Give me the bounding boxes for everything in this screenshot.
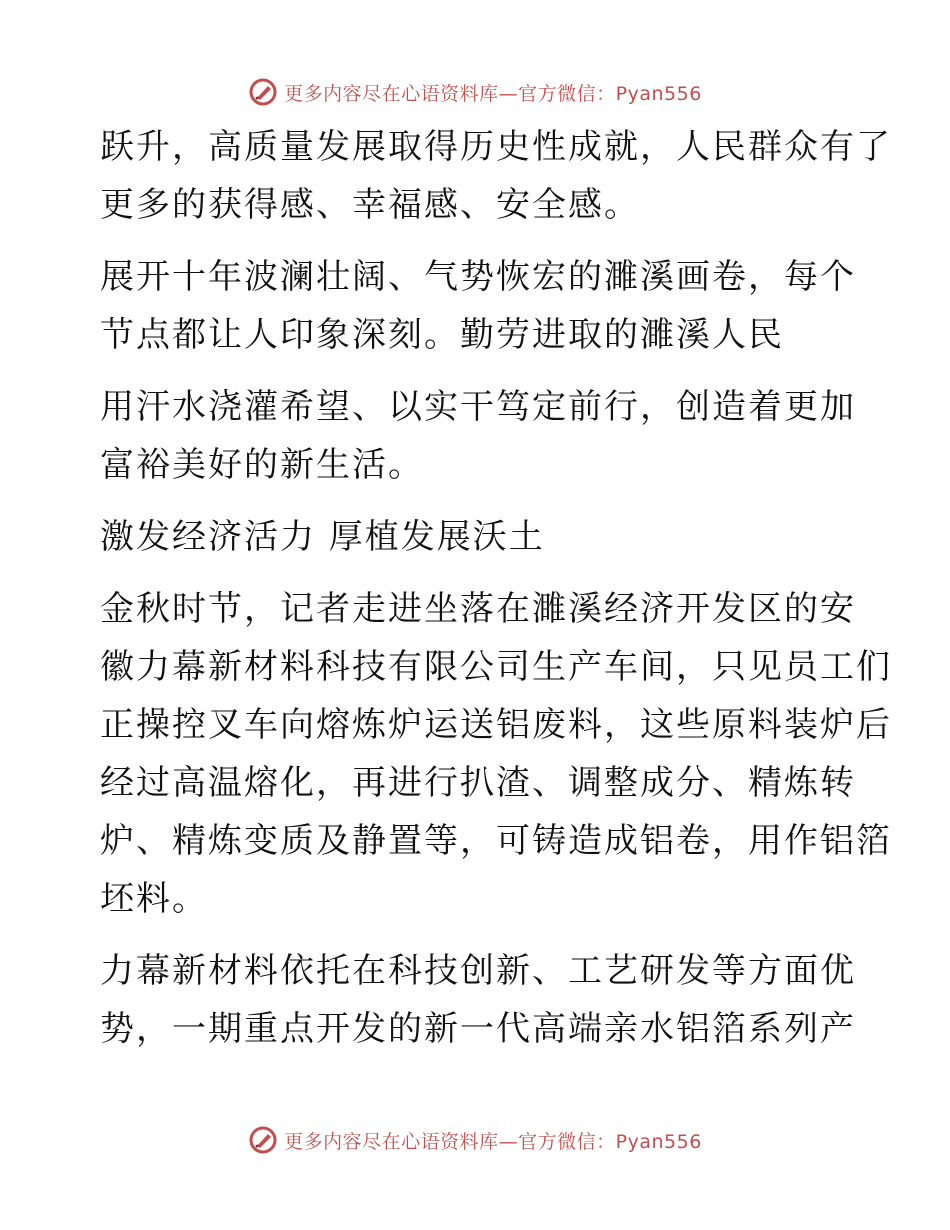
header-watermark-text: 更多内容尽在心语资料库—官方微信：Pyan556	[284, 82, 702, 105]
paragraph-line: 力幕新材料依托在科技创新、工艺研发等方面优	[100, 951, 856, 991]
paragraph-line: 用汗水浇灌希望、以实干笃定前行，创造着更加	[100, 387, 856, 427]
paragraph-4	[100, 580, 892, 928]
paragraph-line: 金秋时节，记者走进坐落在濉溪经济开发区的安	[100, 589, 856, 629]
pen-circle-logo-icon	[248, 1125, 278, 1155]
paragraph-line: 激发经济活力 厚植发展沃土	[100, 517, 545, 557]
paragraph-2	[100, 248, 860, 364]
paragraph-1	[100, 118, 892, 234]
paragraph-line: 势，一期重点开发的新一代高端亲水铝箔系列产	[100, 1009, 856, 1049]
header-watermark	[0, 72, 950, 112]
paragraph-line: 正操控叉车向熔炼炉运送铝废料，这些原料装炉后	[100, 705, 892, 745]
paragraph-line: 更多的获得感、幸福感、安全感。	[100, 185, 640, 225]
paragraph-line: 经过高温熔化，再进行扒渣、调整成分、精炼转	[100, 763, 856, 803]
footer-watermark	[0, 1120, 950, 1160]
paragraph-line: 展开十年波澜壮阔、气势恢宏的濉溪画卷，每个	[100, 257, 856, 297]
paragraph-line: 富裕美好的新生活。	[100, 445, 424, 485]
paragraph-line: 跃升，高质量发展取得历史性成就，人民群众有了	[100, 127, 892, 167]
pen-circle-logo-icon	[248, 77, 278, 107]
document-body	[100, 118, 892, 1058]
paragraph-line: 节点都让人印象深刻。勤劳进取的濉溪人民	[100, 315, 784, 355]
paragraph-3	[100, 378, 860, 494]
footer-watermark-text: 更多内容尽在心语资料库—官方微信：Pyan556	[284, 1130, 702, 1153]
paragraph-line: 徽力幕新材料科技有限公司生产车间，只见员工们	[100, 647, 892, 687]
paragraph-line: 坯料。	[100, 879, 208, 919]
paragraph-5	[100, 942, 860, 1058]
section-heading	[100, 508, 860, 566]
paragraph-line: 炉、精炼变质及静置等，可铸造成铝卷，用作铝箔	[100, 821, 892, 861]
